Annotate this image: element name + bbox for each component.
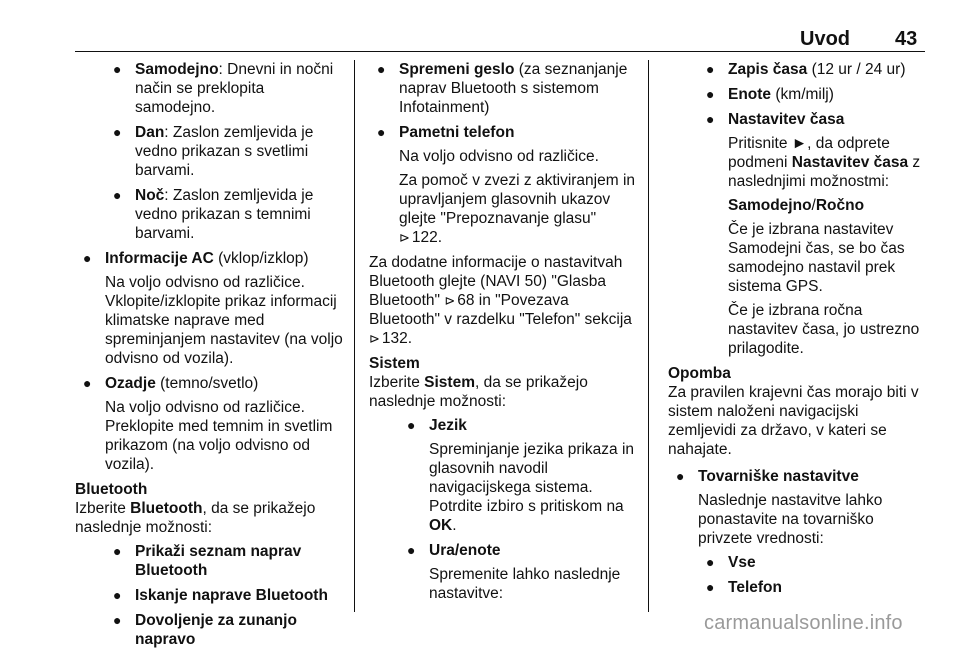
text: : Dnevni in nočni način se preklopita samodejno. bbox=[135, 61, 334, 116]
bullet-icon: ● bbox=[407, 542, 416, 558]
bullet-icon: ● bbox=[113, 587, 122, 603]
page-reference-icon: ⊳ bbox=[399, 230, 410, 245]
term: Vse bbox=[728, 554, 756, 571]
term: Noč bbox=[135, 187, 165, 204]
bullet-icon: ● bbox=[706, 554, 715, 570]
paragraph: Izberite Bluetooth, da se prikažejo naslednje možnosti: bbox=[75, 500, 316, 536]
bullet-icon: ● bbox=[706, 111, 715, 127]
term: Enote bbox=[728, 86, 772, 103]
paragraph: Izberite Sistem, da se prikažejo naslednje možnosti: bbox=[369, 374, 588, 410]
list-item bbox=[399, 541, 637, 603]
section-heading-bluetooth: Bluetooth bbox=[75, 481, 148, 498]
description: Spremenite lahko naslednje nastavitve: bbox=[429, 566, 621, 602]
bullet-icon: ● bbox=[113, 61, 122, 77]
bullet-icon: ● bbox=[377, 61, 386, 77]
section-heading-sistem: Sistem bbox=[369, 355, 420, 372]
term: Iskanje naprave Bluetooth bbox=[135, 587, 328, 604]
column-divider bbox=[648, 60, 649, 612]
term: Zapis časa bbox=[728, 61, 808, 78]
term: Spremeni geslo bbox=[399, 61, 515, 78]
bullet-icon: ● bbox=[377, 124, 386, 140]
description: Na voljo odvisno od različice. bbox=[399, 148, 599, 165]
list-item bbox=[399, 416, 637, 535]
description: Naslednje nastavitve lahko ponastavite na tovarniško privzete vrednosti: bbox=[698, 492, 883, 547]
page-number: 43 bbox=[895, 28, 918, 50]
term: Telefon bbox=[728, 579, 782, 596]
bullet-icon: ● bbox=[706, 61, 715, 77]
description: Če je izbrana nastavitev Samodejni čas, se bo čas samodejno nastavil prek sistema GPS. bbox=[728, 221, 905, 295]
list-item bbox=[105, 123, 343, 180]
list-item bbox=[105, 586, 343, 605]
list-item bbox=[105, 60, 343, 117]
term: Prikaži seznam naprav Bluetooth bbox=[135, 543, 302, 579]
note-text: Za pravilen krajevni čas morajo biti v sistem naloženi navigacijski zemljevidi za državo, v kateri se nahajate. bbox=[668, 384, 919, 458]
text: : Zaslon zemljevida je vedno prikazan s temnimi barvami. bbox=[135, 187, 314, 242]
page-reference-icon: ⊳ bbox=[369, 331, 380, 346]
list-item bbox=[698, 85, 930, 104]
bullet-icon: ● bbox=[83, 250, 92, 266]
description: Spreminjanje jezika prikaza in glasovnih navodil navigacijskega sistema. Potrdite izbiro s pritiskom na OK. bbox=[429, 441, 635, 534]
term: Ozadje bbox=[105, 375, 156, 392]
list-item bbox=[698, 578, 930, 597]
header-rule bbox=[75, 51, 925, 52]
term: Ura/enote bbox=[429, 542, 501, 559]
list-item bbox=[698, 553, 930, 572]
column-1 bbox=[75, 60, 343, 655]
list-item bbox=[105, 611, 343, 649]
text: (za seznanjanje naprav Bluetooth s sistemom Infotainment) bbox=[399, 61, 628, 116]
bullet-icon: ● bbox=[113, 187, 122, 203]
term: Informacije AC bbox=[105, 250, 214, 267]
description: Če je izbrana ročna nastavitev časa, jo ustrezno prilagodite. bbox=[728, 302, 920, 357]
list-item bbox=[75, 249, 343, 368]
text: : Zaslon zemljevida je vedno prikazan s svetlimi barvami. bbox=[135, 124, 314, 179]
bullet-icon: ● bbox=[113, 612, 122, 628]
column-3 bbox=[668, 60, 930, 603]
list-item bbox=[105, 542, 343, 580]
list-item bbox=[369, 60, 637, 117]
bullet-icon: ● bbox=[113, 124, 122, 140]
bullet-icon: ● bbox=[83, 375, 92, 391]
column-2 bbox=[369, 60, 637, 609]
watermark: carmanualsonline.info bbox=[704, 612, 903, 634]
bullet-icon: ● bbox=[706, 86, 715, 102]
term: Tovarniške nastavitve bbox=[698, 468, 859, 485]
term: Pametni telefon bbox=[399, 124, 515, 141]
page-reference-icon: ⊳ bbox=[444, 293, 456, 308]
list-item bbox=[698, 60, 930, 79]
list-item bbox=[369, 123, 637, 247]
description: Na voljo odvisno od različice. Preklopite med temnim in svetlim prikazom (na voljo odvisno od vozila). bbox=[105, 399, 333, 473]
play-arrow-icon: ► bbox=[791, 135, 808, 152]
paragraph: Za dodatne informacije o nastavitvah Bluetooth glejte (NAVI 50) "Glasba Bluetooth" ⊳ 68 in "Povezava Bluetooth" v razdelku "Telefon" sekcija ⊳ 132. bbox=[369, 254, 632, 347]
bullet-icon: ● bbox=[676, 468, 685, 484]
bullet-icon: ● bbox=[407, 417, 416, 433]
list-item bbox=[698, 110, 930, 358]
options: Samodejno/Ročno bbox=[728, 197, 865, 214]
text: (vklop/izklop) bbox=[213, 250, 309, 267]
description: Za pomoč v zvezi z aktiviranjem in upravljanjem glasovnih ukazov glejte "Prepoznavanje glasu" ⊳ 122. bbox=[399, 172, 636, 246]
term: Nastavitev časa bbox=[728, 111, 845, 128]
term: Dovoljenje za zunanjo napravo bbox=[135, 612, 297, 648]
text: (km/milj) bbox=[771, 86, 834, 103]
section-title: Uvod bbox=[800, 28, 850, 50]
bullet-icon: ● bbox=[113, 543, 122, 559]
list-item bbox=[105, 186, 343, 243]
text: (temno/svetlo) bbox=[155, 375, 259, 392]
list-item bbox=[668, 467, 930, 597]
term: Samodejno bbox=[135, 61, 219, 78]
column-divider bbox=[354, 60, 355, 612]
bullet-icon: ● bbox=[706, 579, 715, 595]
text: (12 ur / 24 ur) bbox=[807, 61, 906, 78]
term: Dan bbox=[135, 124, 165, 141]
description: Pritisnite ►, da odprete podmeni Nastavitev časa z naslednjimi možnostmi: bbox=[728, 135, 921, 190]
page-header bbox=[0, 0, 960, 56]
list-item bbox=[75, 374, 343, 474]
note-heading: Opomba bbox=[668, 365, 731, 382]
description: Na voljo odvisno od različice. Vklopite/izklopite prikaz informacij klimatske naprave med spreminjanjem nastavitev (na voljo odvisno od vozila). bbox=[105, 274, 343, 367]
term: Jezik bbox=[429, 417, 467, 434]
